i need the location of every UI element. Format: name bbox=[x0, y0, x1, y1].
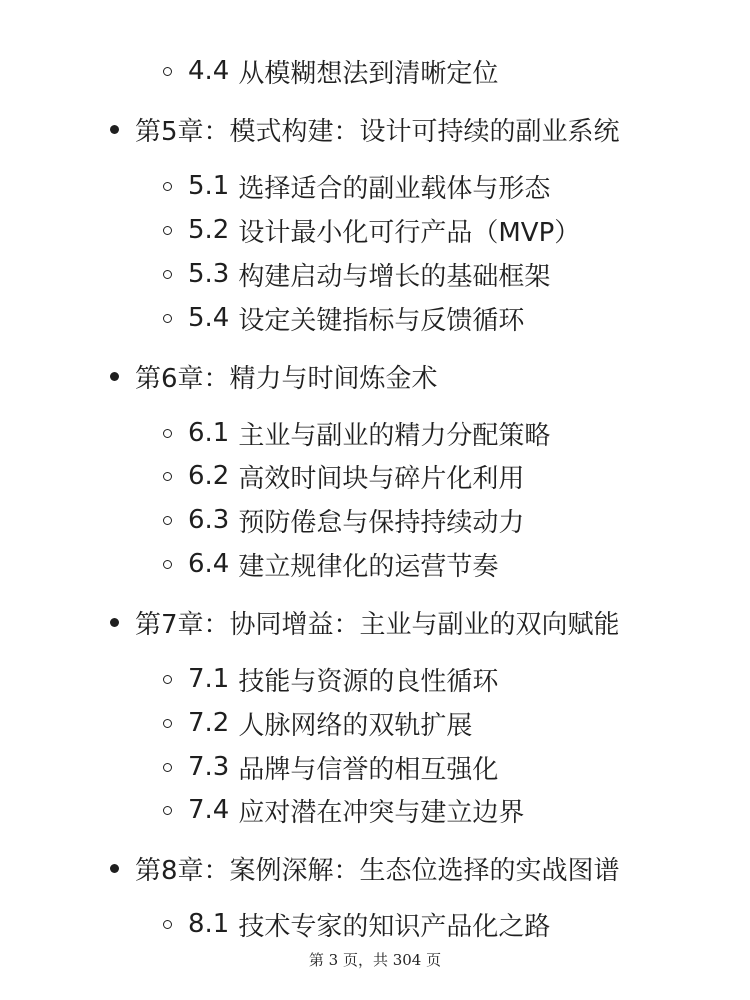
section-number: 7.4 bbox=[188, 795, 230, 825]
section-title: 高效时间块与碎片化利用 bbox=[238, 463, 525, 494]
toc-chapter-5 bbox=[110, 109, 620, 149]
section-title: 应对潜在冲突与建立边界 bbox=[238, 797, 525, 828]
section-title: 人脉网络的双轨扩展 bbox=[238, 710, 473, 741]
toc-section-7-4 bbox=[163, 790, 524, 830]
ring-bullet-icon bbox=[163, 472, 172, 481]
toc-section-7-1 bbox=[163, 659, 498, 699]
toc-section-6-4 bbox=[163, 544, 498, 584]
section-number: 7.2 bbox=[188, 708, 230, 738]
chapter-title: 第8章：案例深解：生态位选择的实战图谱 bbox=[135, 855, 620, 886]
ring-bullet-icon bbox=[163, 67, 172, 76]
dot-bullet-icon bbox=[110, 864, 119, 873]
section-title: 主业与副业的精力分配策略 bbox=[238, 420, 551, 451]
section-number: 4.4 bbox=[188, 56, 230, 86]
page-number-label: 第 3 页，共 304 页 bbox=[308, 951, 442, 969]
ring-bullet-icon bbox=[163, 182, 172, 191]
section-number: 6.2 bbox=[188, 461, 230, 491]
section-title: 品牌与信誉的相互强化 bbox=[238, 754, 499, 785]
dot-bullet-icon bbox=[110, 125, 119, 134]
section-number: 6.3 bbox=[188, 505, 230, 535]
chapter-title: 第5章：模式构建：设计可持续的副业系统 bbox=[135, 116, 620, 147]
ring-bullet-icon bbox=[163, 314, 172, 323]
section-title: 构建启动与增长的基础框架 bbox=[238, 261, 551, 292]
toc-chapter-7 bbox=[110, 602, 620, 642]
ring-bullet-icon bbox=[163, 516, 172, 525]
section-number: 6.4 bbox=[188, 549, 230, 579]
dot-bullet-icon bbox=[110, 618, 119, 627]
page-footer bbox=[0, 949, 750, 970]
toc-section-7-2 bbox=[163, 703, 472, 743]
toc-section-4-4 bbox=[163, 51, 498, 91]
ring-bullet-icon bbox=[163, 719, 172, 728]
ring-bullet-icon bbox=[163, 226, 172, 235]
section-title: 预防倦怠与保持持续动力 bbox=[238, 507, 525, 538]
chapter-title: 第6章：精力与时间炼金术 bbox=[135, 363, 438, 394]
section-number: 5.1 bbox=[188, 171, 230, 201]
section-number: 5.3 bbox=[188, 259, 230, 289]
toc-section-6-3 bbox=[163, 500, 524, 540]
ring-bullet-icon bbox=[163, 429, 172, 438]
section-title: 设定关键指标与反馈循环 bbox=[238, 305, 525, 336]
ring-bullet-icon bbox=[163, 270, 172, 279]
dot-bullet-icon bbox=[110, 372, 119, 381]
toc-section-6-2 bbox=[163, 456, 524, 496]
section-title: 选择适合的副业载体与形态 bbox=[238, 173, 551, 204]
section-title: 设计最小化可行产品（MVP） bbox=[238, 217, 581, 248]
section-number: 6.1 bbox=[188, 418, 230, 448]
toc-chapter-6 bbox=[110, 356, 438, 396]
toc-section-5-3 bbox=[163, 254, 550, 294]
section-number: 5.4 bbox=[188, 303, 230, 333]
ring-bullet-icon bbox=[163, 560, 172, 569]
toc-section-5-2 bbox=[163, 210, 580, 250]
section-number: 7.1 bbox=[188, 664, 230, 694]
toc-section-8-1 bbox=[163, 904, 550, 944]
ring-bullet-icon bbox=[163, 806, 172, 815]
ring-bullet-icon bbox=[163, 920, 172, 929]
chapter-title: 第7章：协同增益：主业与副业的双向赋能 bbox=[135, 609, 620, 640]
toc-chapter-8 bbox=[110, 848, 620, 888]
toc-section-6-1 bbox=[163, 413, 550, 453]
section-number: 7.3 bbox=[188, 752, 230, 782]
section-number: 8.1 bbox=[188, 909, 230, 939]
section-title: 技术专家的知识产品化之路 bbox=[238, 911, 551, 942]
section-title: 建立规律化的运营节奏 bbox=[238, 551, 499, 582]
ring-bullet-icon bbox=[163, 675, 172, 684]
section-title: 从模糊想法到清晰定位 bbox=[238, 58, 499, 89]
toc-section-5-1 bbox=[163, 166, 550, 206]
section-number: 5.2 bbox=[188, 215, 230, 245]
section-title: 技能与资源的良性循环 bbox=[238, 666, 499, 697]
ring-bullet-icon bbox=[163, 763, 172, 772]
toc-section-5-4 bbox=[163, 298, 524, 338]
toc-section-7-3 bbox=[163, 747, 498, 787]
